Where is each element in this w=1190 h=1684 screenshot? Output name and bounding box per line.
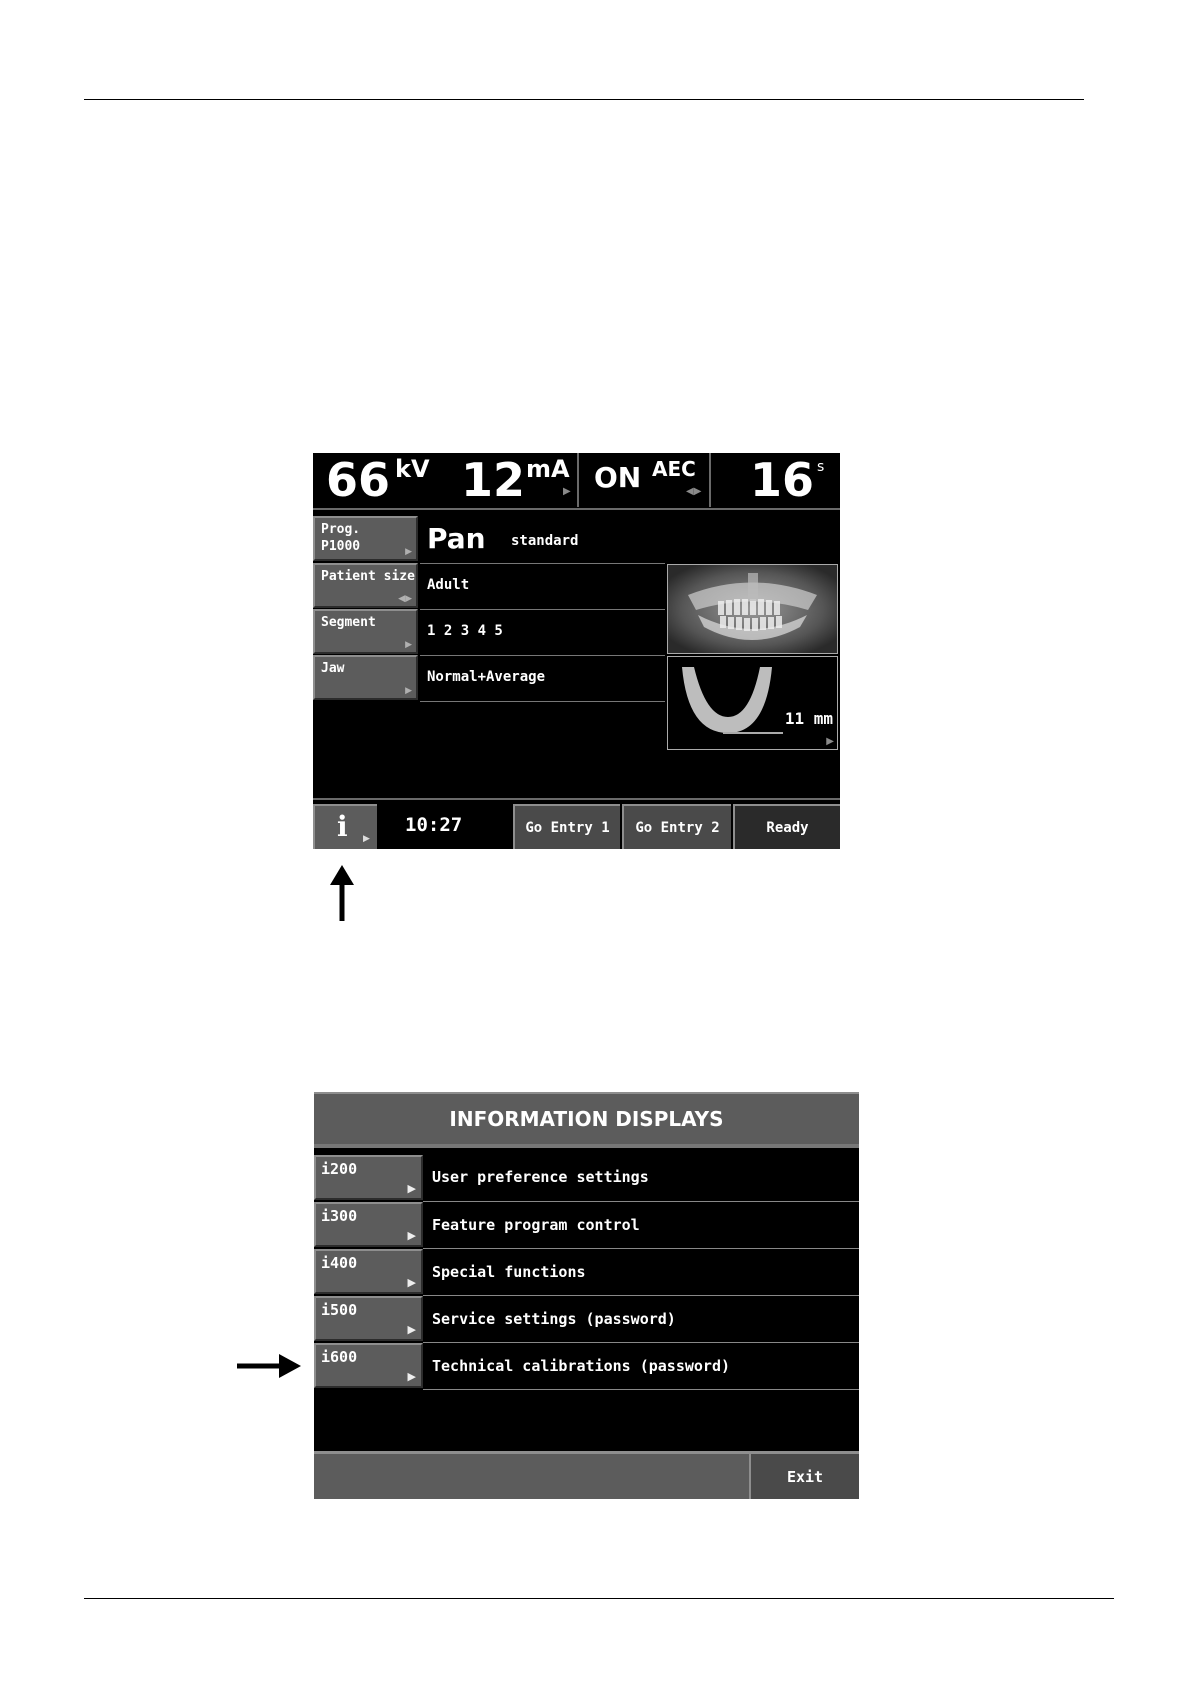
divider <box>313 508 840 510</box>
divider <box>577 453 579 507</box>
divider <box>423 1295 859 1296</box>
xray-image-icon <box>668 565 837 653</box>
segment-label: Segment <box>321 615 376 630</box>
main-screen <box>313 453 840 849</box>
jaw-diagram[interactable] <box>667 656 838 750</box>
bottom-rule <box>84 1598 1114 1599</box>
top-rule <box>84 99 1084 100</box>
kv-unit: kV <box>395 455 430 483</box>
right-arrow-icon <box>237 1352 301 1380</box>
menu-label: Service settings (password) <box>432 1310 676 1328</box>
ready-button[interactable]: Ready <box>733 804 840 849</box>
program-name: Pan <box>427 522 486 555</box>
i500-button[interactable] <box>314 1296 423 1341</box>
ma-unit: mA <box>526 455 570 483</box>
info-icon: i <box>337 810 348 843</box>
time-unit: s <box>817 459 825 475</box>
menu-label: Technical calibrations (password) <box>432 1357 731 1375</box>
triangle-right-icon: ▶ <box>407 1276 416 1289</box>
jaw-value: Normal+Average <box>427 669 546 685</box>
program-variant: standard <box>511 533 579 549</box>
triangle-right-icon: ▶ <box>826 736 834 747</box>
information-displays-screen <box>314 1092 859 1499</box>
divider <box>420 701 665 702</box>
triangle-right-icon: ▶ <box>405 686 412 696</box>
prog-label: Prog. P1000 <box>321 522 361 554</box>
ma-value[interactable]: 12 <box>461 453 526 507</box>
menu-label: User preference settings <box>432 1168 649 1186</box>
screen-title: INFORMATION DISPLAYS <box>314 1092 859 1144</box>
go-entry-2-button[interactable]: Go Entry 2 <box>622 804 731 849</box>
menu-code: i400 <box>321 1254 358 1272</box>
divider <box>709 453 711 507</box>
go-entry-1-button[interactable]: Go Entry 1 <box>513 804 620 849</box>
patient-size-button[interactable] <box>313 563 418 608</box>
i600-button[interactable] <box>314 1343 423 1388</box>
divider <box>313 798 840 800</box>
menu-code: i600 <box>321 1348 358 1366</box>
left-right-arrows-icon: ◀▶ <box>398 594 412 604</box>
footer-bar <box>314 1451 859 1499</box>
clock: 10:27 <box>405 814 463 836</box>
segment-value: 1 2 3 4 5 <box>427 623 503 639</box>
exposure-bar <box>313 453 840 507</box>
jaw-measure: 11 mm <box>784 709 833 728</box>
prog-button[interactable] <box>313 516 418 561</box>
triangle-right-icon: ▶ <box>363 834 370 844</box>
patient-size-label: Patient size <box>321 569 415 584</box>
menu-code: i300 <box>321 1207 358 1225</box>
divider <box>423 1389 859 1390</box>
panoramic-xray-thumbnail[interactable] <box>667 564 838 654</box>
triangle-right-icon: ▶ <box>405 547 412 557</box>
divider <box>420 655 665 656</box>
aec-label: AEC <box>652 457 696 481</box>
exit-button[interactable]: Exit <box>749 1454 859 1499</box>
jaw-shape-icon <box>668 657 837 749</box>
jaw-label: Jaw <box>321 661 345 676</box>
info-button[interactable] <box>313 804 377 849</box>
aec-state[interactable]: ON <box>594 461 642 494</box>
triangle-right-icon: ▶ <box>407 1182 416 1195</box>
divider <box>423 1201 859 1202</box>
menu-code: i500 <box>321 1301 358 1319</box>
menu-code: i200 <box>321 1160 358 1178</box>
divider <box>420 563 665 564</box>
time-value[interactable]: 16 <box>750 453 815 507</box>
i200-button[interactable] <box>314 1155 423 1200</box>
segment-button[interactable] <box>313 609 418 654</box>
menu-label: Special functions <box>432 1263 586 1281</box>
patient-size-value: Adult <box>427 577 470 593</box>
divider <box>423 1342 859 1343</box>
i300-button[interactable] <box>314 1202 423 1247</box>
divider <box>314 1144 859 1148</box>
divider <box>423 1248 859 1249</box>
menu-label: Feature program control <box>432 1216 640 1234</box>
triangle-right-icon: ▶ <box>407 1323 416 1336</box>
jaw-button[interactable] <box>313 655 418 700</box>
i400-button[interactable] <box>314 1249 423 1294</box>
kv-value[interactable]: 66 <box>326 453 391 507</box>
up-arrow-icon <box>327 865 357 921</box>
triangle-right-icon: ▶ <box>407 1229 416 1242</box>
triangle-right-icon: ▶ <box>407 1370 416 1383</box>
triangle-right-icon: ▶ <box>563 486 571 497</box>
triangle-right-icon: ▶ <box>405 640 412 650</box>
divider <box>420 609 665 610</box>
left-right-arrows-icon: ◀▶ <box>686 486 702 497</box>
bottom-bar <box>313 802 840 849</box>
